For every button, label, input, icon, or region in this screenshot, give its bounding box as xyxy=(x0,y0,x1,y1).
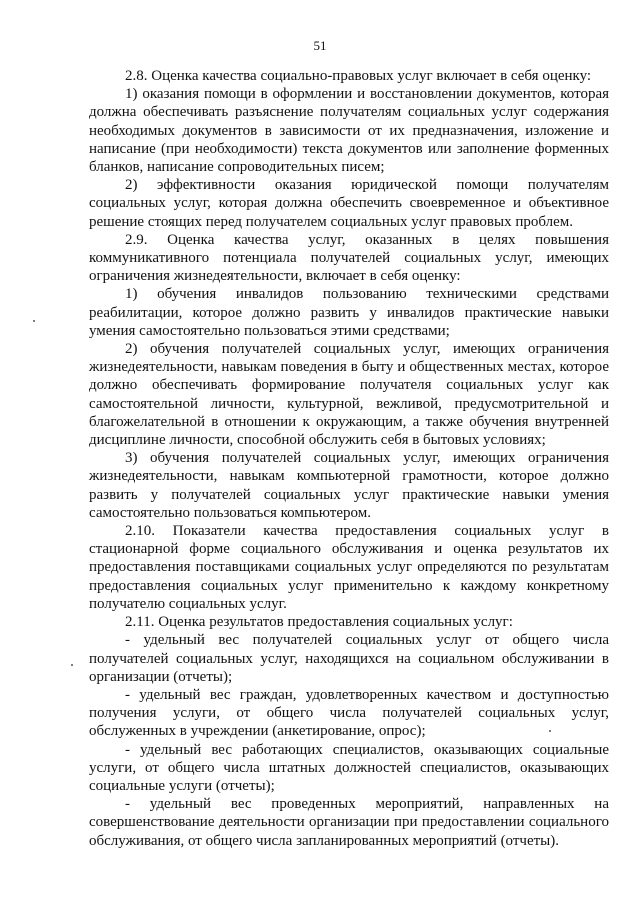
paragraph-2-9-item-3: 3) обучения получателей социальных услуг, имеющих ограничения жизнедеятельности, навыкам компьютерной грамотности, которое должно развить у получателей социальных услуг практические навыки умения самостоятельно пользоваться компьютером. xyxy=(89,450,609,521)
page-number: 51 xyxy=(313,38,327,53)
scan-speck xyxy=(71,664,73,666)
scan-speck xyxy=(549,730,551,732)
list-item-indicator-4: - удельный вес проведенных мероприятий, направленных на совершенствование деятельности организации при предоставлении социального обслуживания, от общего числа запланированных мероприятий (отчеты). xyxy=(89,796,609,849)
paragraph-2-9-item-2: 2) обучения получателей социальных услуг, имеющих ограничения жизнедеятельности, навыкам поведения в быту и общественных местах, которое должно обеспечивать формирование получателя социальных услуг как самостоятельной личности, культурной, вежливой, предусмотрительной и благожелательной в отношении к окружающим, а также обучения внутренней дисциплине личности, способной обслужить себя в бытовых условиях; xyxy=(89,341,609,449)
document-body xyxy=(89,67,609,850)
list-item-indicator-2: - удельный вес граждан, удовлетворенных качеством и доступностью получения услуги, от общего числа получателей социальных услуг, обслуженных в учреждении (анкетирование, опрос); xyxy=(89,686,609,740)
list-item-indicator-3: - удельный вес работающих специалистов, оказывающих социальные услуги, от общего числа штатных должностей специалистов, оказывающих социальные услуги (отчеты); xyxy=(89,741,609,794)
paragraph-2-8-item-1: 1) оказания помощи в оформлении и восстановлении документов, которая должна обеспечивать разъяснение получателям социальных услуг содержания необходимых документов в зависимости от их предназначения, изложение и написание (при необходимости) текста документов или заполнение форменных бланков, написание сопроводительных писем; xyxy=(89,86,609,176)
paragraph-2-11: 2.11. Оценка результатов предоставления социальных услуг: xyxy=(125,614,513,631)
paragraph-2-9-item-1: 1) обучения инвалидов пользованию техническими средствами реабилитации, которое должно развить у инвалидов практические навыки умения самостоятельно пользоваться этими средствами; xyxy=(89,286,609,339)
paragraph-2-10: 2.10. Показатели качества предоставления социальных услуг в стационарной форме социального обслуживания и оценка результатов их предоставления поставщиками социальных услуг определяются по результатам предоставления социальных услуг применительно к каждому конкретному получателю социальных услуг. xyxy=(89,523,609,612)
list-item-indicator-1: - удельный вес получателей социальных услуг от общего числа получателей социальных услуг, находящихся на социальном обслуживании в организации (отчеты); xyxy=(89,632,609,685)
paragraph-2-8: 2.8. Оценка качества социально-правовых услуг включает в себя оценку: xyxy=(125,68,592,84)
paragraph-2-9: 2.9. Оценка качества услуг, оказанных в целях повышения коммуникативного потенциала получателей социальных услуг, имеющих ограничения жизнедеятельности, включает в себя оценку: xyxy=(89,231,609,285)
paragraph-2-8-item-2: 2) эффективности оказания юридической помощи получателям социальных услуг, которая должна обеспечить своевременное и объективное решение стоящих перед получателем социальных услуг правовых проблем. xyxy=(89,177,609,230)
scan-speck xyxy=(33,320,35,322)
